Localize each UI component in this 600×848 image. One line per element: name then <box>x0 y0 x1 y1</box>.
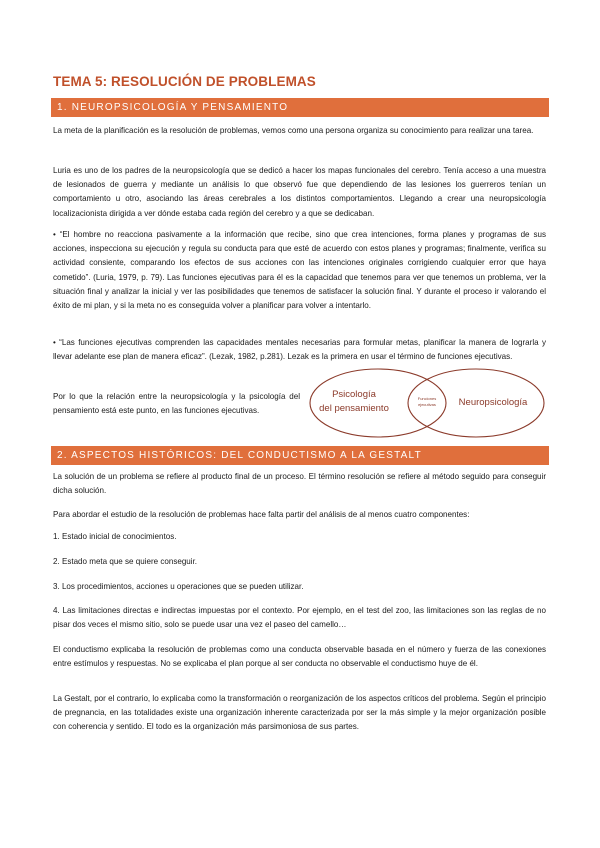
page-title: TEMA 5: RESOLUCIÓN DE PROBLEMAS <box>53 74 316 89</box>
paragraph-meta-planificacion: La meta de la planificación es la resolución de problemas, vemos como una persona organiza su conocimiento para realizar una tarea. <box>53 126 534 135</box>
paragraph-componentes: Para abordar el estudio de la resolución de problemas hace falta partir del análisis de al menos cuatro componentes: <box>53 510 470 519</box>
paragraph-luria: Luria es uno de los padres de la neuropsicología que se dedicó a hacer los mapas funcionales del cerebro. Tenía acceso a una muestra de lesionados de guerra y mediante un análisis lo que observó fue que dependiendo de las lesiones los guerreros tenían un comportamiento u otro, asociando las áreas cerebrales a los distintos comportamientos. Llegando a crear una neuropsicología localizacionista dirigida a ver dónde estaba cada región del cerebro y a que se dedicaban. <box>53 166 546 218</box>
paragraph-relacion: Por lo que la relación entre la neuropsicología y la psicología del pensamiento está este punto, en las funciones ejecutivas. <box>53 392 300 416</box>
list-item: 1. Estado inicial de conocimientos. <box>53 532 177 541</box>
section-heading-aspectos-historicos: 2. ASPECTOS HISTÓRICOS: DEL CONDUCTISMO A LA GESTALT <box>51 446 549 465</box>
paragraph-luria-quote: • “El hombre no reacciona pasivamente a la información que recibe, sino que crea intenciones, forma planes y programas de sus acciones, inspecciona su ejecución y regula su conducta para que esté de acuerdo con estos planes y programas; finalmente, verifica su actividad consiente, comparando los efectos de sus acciones con las intenciones originales corrigiendo cualquier error que haya cometido”. (Luria, 1979, p. 79). Las funciones ejecutivas para él es la capacidad que tenemos para ver que tenemos un problema, ver la situación final y analizar la inicial y ver las posibilidades que tenemos de satisfacer la solución final. Y durante el proceso ir valorando el éxito de mi plan, y si la meta no es conseguida volver a planificar para volver a intentarlo. <box>53 230 546 311</box>
paragraph-conductismo: El conductismo explicaba la resolución de problemas como una conducta observable basada en el número y fuerza de las conexiones entre estímulos y respuestas. No se explicaba el plan porque al ser conducta no observable el conductismo huye de él. <box>53 645 546 669</box>
paragraph-gestalt: La Gestalt, por el contrario, lo explicaba como la transformación o reorganización de los aspectos críticos del problema. Según el principio de pregnancia, en las totalidades existe una organización inherente caracterizada por ser la más simple y la mejor organización posible con coherencia y sentido. El todo es la organización más parsimoniosa de sus partes. <box>53 694 546 732</box>
list-item: 2. Estado meta que se quiere conseguir. <box>53 557 198 566</box>
paragraph-solucion: La solución de un problema se refiere al producto final de un proceso. El término resolución se refiere al método seguido para conseguir dicha solución. <box>53 472 546 496</box>
venn-label-left-1: Psicología <box>332 389 376 400</box>
list-item: 4. Las limitaciones directas e indirectas impuestas por el contexto. Por ejemplo, en el test del zoo, las limitaciones son las reglas de no pisar dos veces el mismo sitio, solo se puede usar una vez el paseo del camello… <box>53 606 546 630</box>
paragraph-lezak-quote: • “Las funciones ejecutivas comprenden las capacidades mentales necesarias para formular metas, planificar la manera de lograrla y llevar adelante ese plan de manera eficaz”. (Lezak, 1982, p.281). Lezak es la primera en usar el término de funciones ejecutivas. <box>53 338 546 362</box>
venn-label-overlap-1: Funciones <box>417 396 437 401</box>
section-heading-neuropsicologia: 1. NEUROPSICOLOGÍA Y PENSAMIENTO <box>51 98 549 117</box>
venn-diagram <box>308 367 546 439</box>
venn-label-overlap-2: ejecutivas <box>418 402 436 407</box>
venn-label-right: Neuropsicología <box>458 397 528 408</box>
venn-label-left-2: del pensamiento <box>319 403 389 414</box>
list-item: 3. Los procedimientos, acciones u operaciones que se pueden utilizar. <box>53 582 304 591</box>
